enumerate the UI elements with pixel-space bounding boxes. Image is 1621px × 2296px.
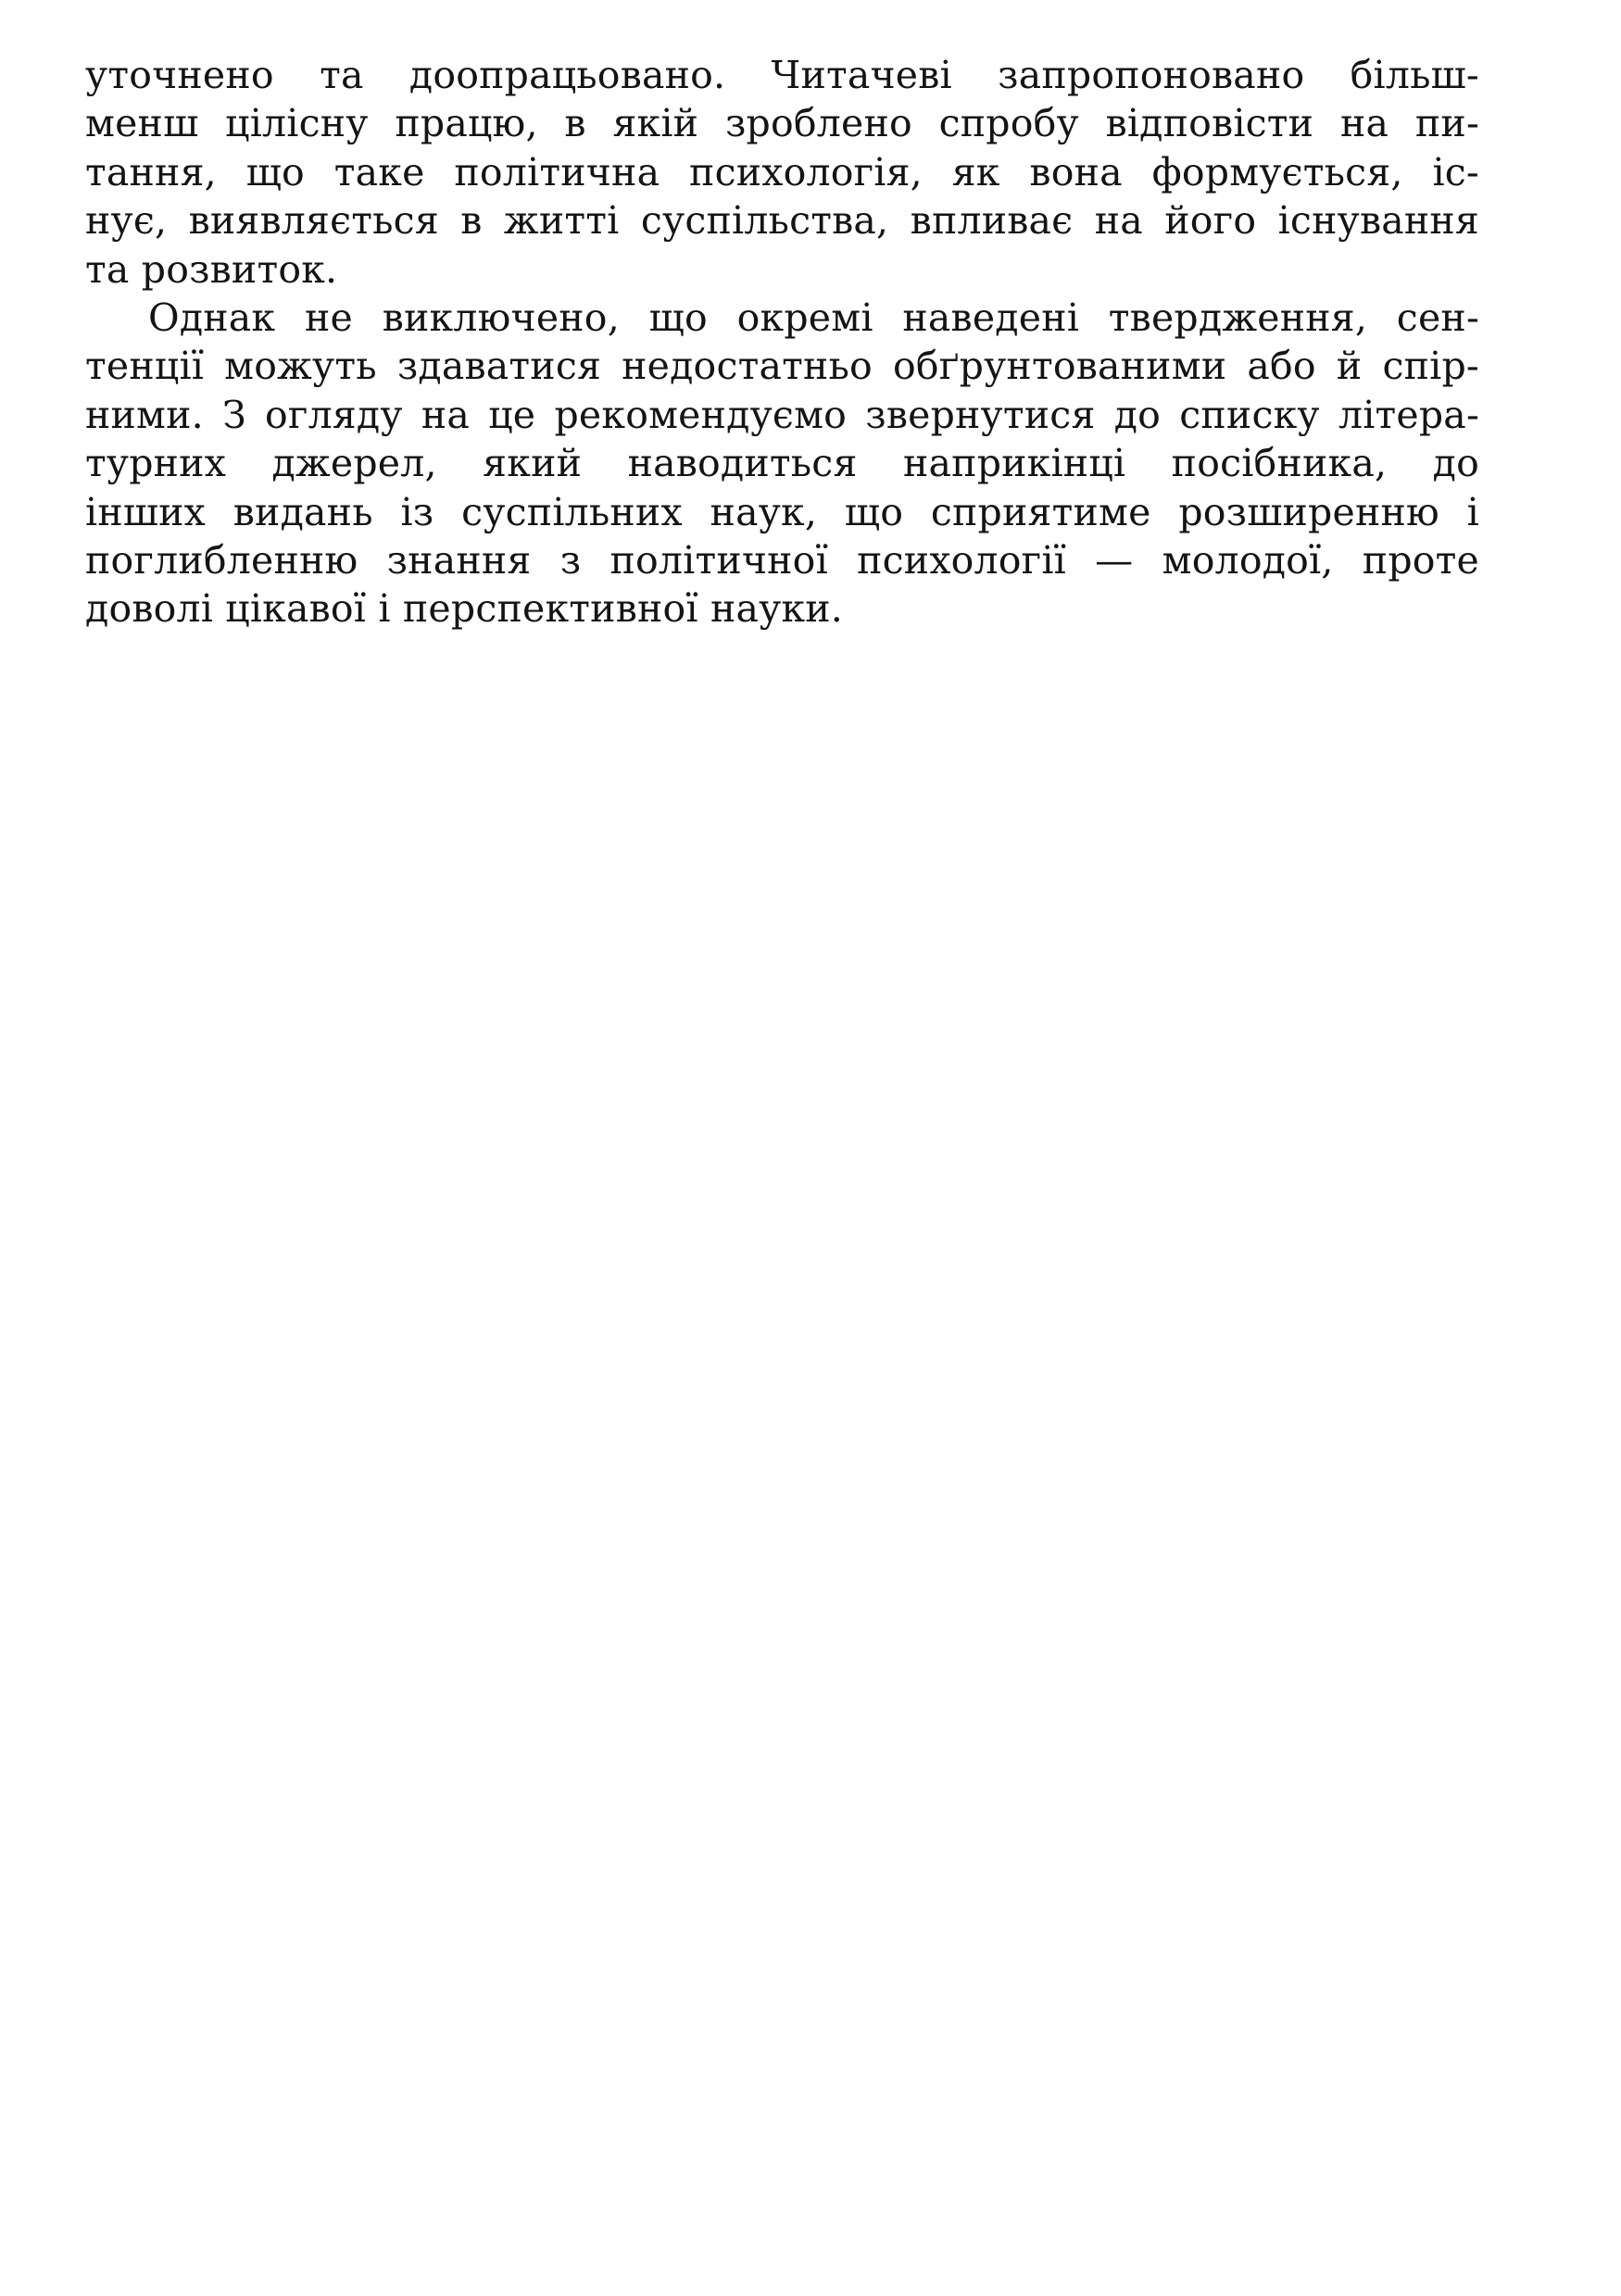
text-line: Однак не виключено, що окремі наведені твердження, сен- xyxy=(148,295,1479,340)
text-line: менш цілісну працю, в якій зроблено спробу відповісти на пи- xyxy=(85,101,1479,146)
text-line: ними. З огляду на це рекомендуємо звернутися до списку літера- xyxy=(85,392,1479,437)
text-line: інших видань із суспільних наук, що сприятиме розширенню і xyxy=(85,489,1479,534)
text-line: тання, що таке політична психологія, як вона формується, іс- xyxy=(85,149,1479,194)
text-line: тенції можуть здаватися недостатньо обґрунтованими або й спір- xyxy=(85,344,1479,389)
text-line: уточнено та доопрацьовано. Читачеві запропоновано більш- xyxy=(85,53,1479,97)
paragraph-1 xyxy=(85,51,1479,294)
text-line: нує, виявляється в житті суспільства, впливає на його існування xyxy=(85,198,1479,244)
text-line: турних джерел, який наводиться наприкінці посібника, до xyxy=(85,441,1479,486)
body-text xyxy=(85,51,1479,634)
paragraph-2 xyxy=(85,294,1479,634)
text-line: доволі цікавої і перспективної науки. xyxy=(85,586,844,632)
text-line: поглибленню знання з політичної психології — молодої, проте xyxy=(85,537,1479,583)
text-line: та розвиток. xyxy=(85,246,338,292)
